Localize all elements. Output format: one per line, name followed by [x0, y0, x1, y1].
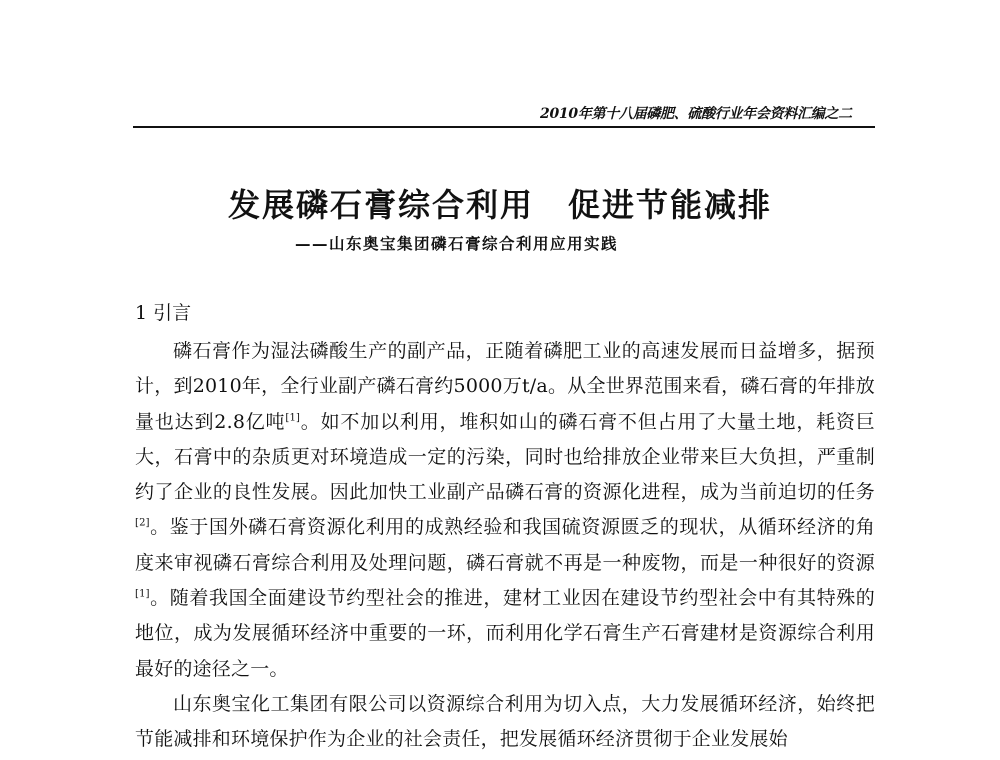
paper-subtitle: ——山东奥宝集团磷石膏综合利用应用实践 [295, 235, 619, 253]
paper-title: 发展磷石膏综合利用 促进节能减排 [227, 186, 772, 224]
citation-ref[interactable]: [1] [135, 588, 150, 600]
paragraph-2-text: 山东奥宝化工集团有限公司以资源综合利用为切入点，大力发展循环经济，始终把节能减排和环境保护作为企业的社会责任，把发展循环经济贯彻于企业发展始 [135, 692, 875, 751]
paragraph-1-segment-4: 。随着我国全面建设节约型社会的推进，建材工业因在建设节约型社会中有其特殊的地位，成为发展循环经济中重要的一环，而利用化学石膏生产石膏建材是资源综合利用最好的途径之一。 [135, 587, 875, 680]
section-heading: 1 引言 [135, 302, 192, 324]
paragraph-1 [135, 334, 875, 687]
paragraph-1-segment-2: 。如不加以利用，堆积如山的磷石膏不但占用了大量土地，耗资巨大，石膏中的杂质更对环境造成一定的污染，同时也给排放企业带来巨大负担，严重制约了企业的良性发展。因此加快工业副产品磷石膏的资源化进程，成为当前迫切的任务 [135, 410, 875, 504]
body-text [135, 334, 875, 758]
paragraph-1-segment-1: 磷石膏作为湿法磷酸生产的副产品，正随着磷肥工业的高速发展而日益增多，据预计，到2010年，全行业副产磷石膏约5000万t/a。从全世界范围来看，磷石膏的年排放量也达到2.8亿吨 [135, 340, 875, 433]
citation-ref[interactable]: [1] [285, 412, 301, 424]
header-rule [133, 126, 875, 128]
paragraph-2 [135, 687, 875, 758]
citation-ref[interactable]: [2] [135, 518, 150, 530]
paragraph-1-segment-3: 。鉴于国外磷石膏资源化利用的成熟经验和我国硫资源匮乏的现状，从循环经济的角度来审视磷石膏综合利用及处理问题，磷石膏就不再是一种废物，而是一种很好的资源 [135, 516, 875, 574]
running-header: 2010年第十八届磷肥、硫酸行业年会资料汇编之二 [540, 106, 852, 122]
